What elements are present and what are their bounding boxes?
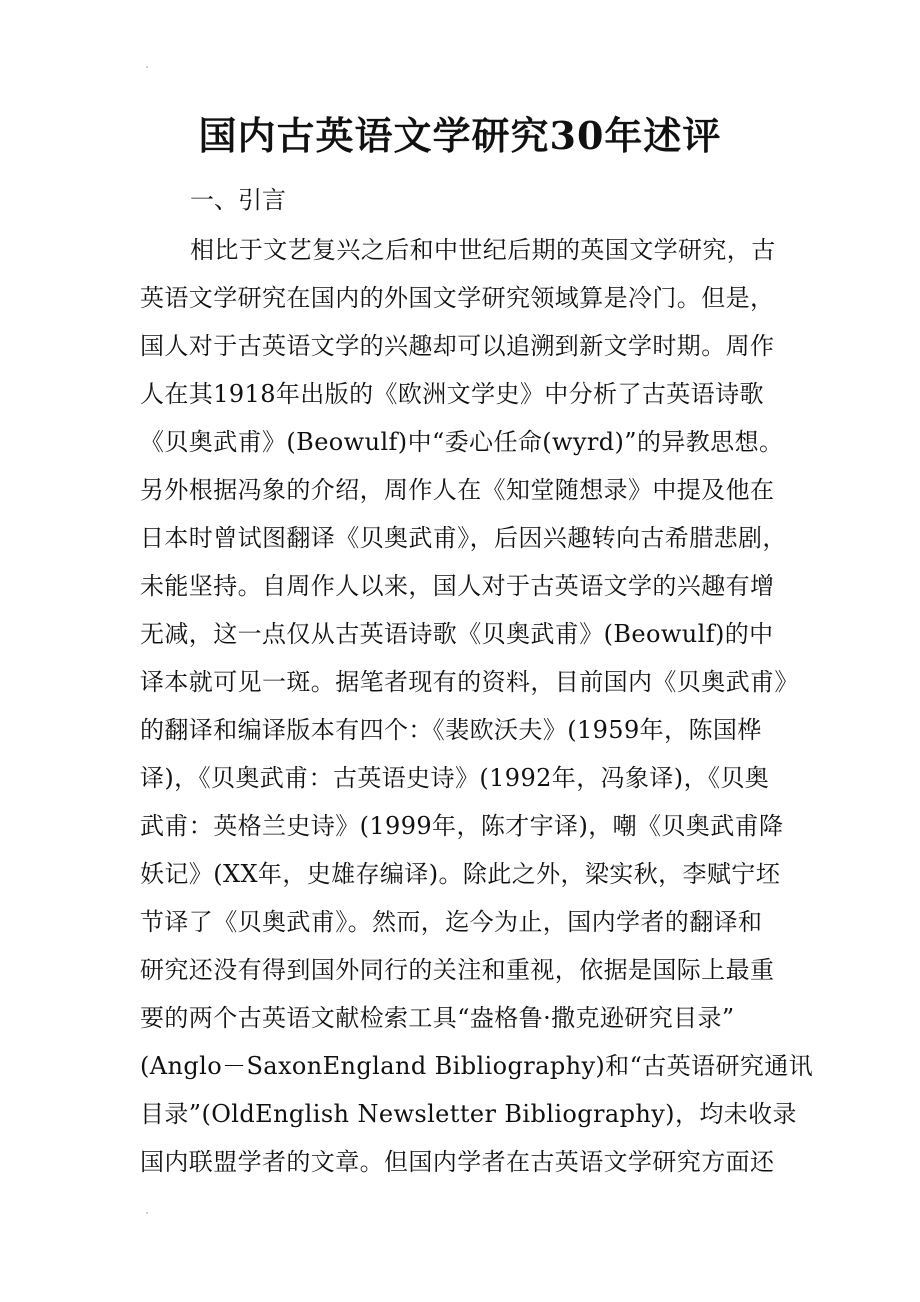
body-paragraph bbox=[140, 226, 814, 1186]
text-line: 国内联盟学者的文章。但国内学者在古英语文学研究方面还 bbox=[140, 1148, 775, 1176]
text-line: 未能坚持。自周作人以来，国人对于古英语文学的兴趣有增 bbox=[140, 572, 775, 600]
document-title: 国内古英语文学研究30年述评 bbox=[198, 113, 722, 158]
text-line: 节译了《贝奥武甫》。然而，迄今为止，国内学者的翻译和 bbox=[140, 908, 763, 936]
text-line: 译本就可见一斑。据笔者现有的资料，目前国内《贝奥武甫》 bbox=[140, 668, 799, 696]
text-line: (Anglo－SaxonEngland Bibliography)和“古英语研究通讯 bbox=[140, 1052, 814, 1080]
text-line: 武甫：英格兰史诗》(1999年，陈才宇译)，嘲《贝奥武甫降 bbox=[140, 812, 784, 840]
scan-speck bbox=[146, 1212, 148, 1214]
text-line: 的翻译和编译版本有四个：《裴欧沃夫》(1959年，陈国桦 bbox=[140, 716, 762, 744]
section-heading: 一、引言 bbox=[190, 186, 286, 214]
text-line: 相比于文艺复兴之后和中世纪后期的英国文学研究，古 bbox=[190, 236, 776, 264]
text-line: 妖记》(XX年，史雄存编译)。除此之外，梁实秋，李赋宁坯 bbox=[140, 860, 781, 888]
text-line: 要的两个古英语文献检索工具“盎格鲁·撒克逊研究目录” bbox=[140, 1004, 735, 1032]
text-line: 研究还没有得到国外同行的关注和重视，依据是国际上最重 bbox=[140, 956, 775, 984]
text-line: 译)，《贝奥武甫：古英语史诗》(1992年，冯象译)，《贝奥 bbox=[140, 764, 770, 792]
text-line: 国人对于古英语文学的兴趣却可以追溯到新文学时期。周作 bbox=[140, 332, 775, 360]
text-line: 另外根据冯象的介绍，周作人在《知堂随想录》中提及他在 bbox=[140, 476, 775, 504]
text-line: 人在其1918年出版的《欧洲文学史》中分析了古英语诗歌 bbox=[140, 380, 764, 408]
text-line: 目录”(OldEnglish Newsletter Bibliography)，均未收录 bbox=[140, 1100, 797, 1128]
scan-speck bbox=[146, 66, 148, 68]
text-line: 《贝奥武甫》(Beowulf)中“委心任命(wyrd)”的异教思想。 bbox=[140, 428, 784, 456]
text-line: 英语文学研究在国内的外国文学研究领域算是冷门。但是， bbox=[140, 284, 775, 312]
text-line: 日本时曾试图翻译《贝奥武甫》，后因兴趣转向古希腊悲剧， bbox=[140, 524, 787, 552]
text-line: 无减，这一点仅从古英语诗歌《贝奥武甫》(Beowulf)的中 bbox=[140, 620, 774, 648]
